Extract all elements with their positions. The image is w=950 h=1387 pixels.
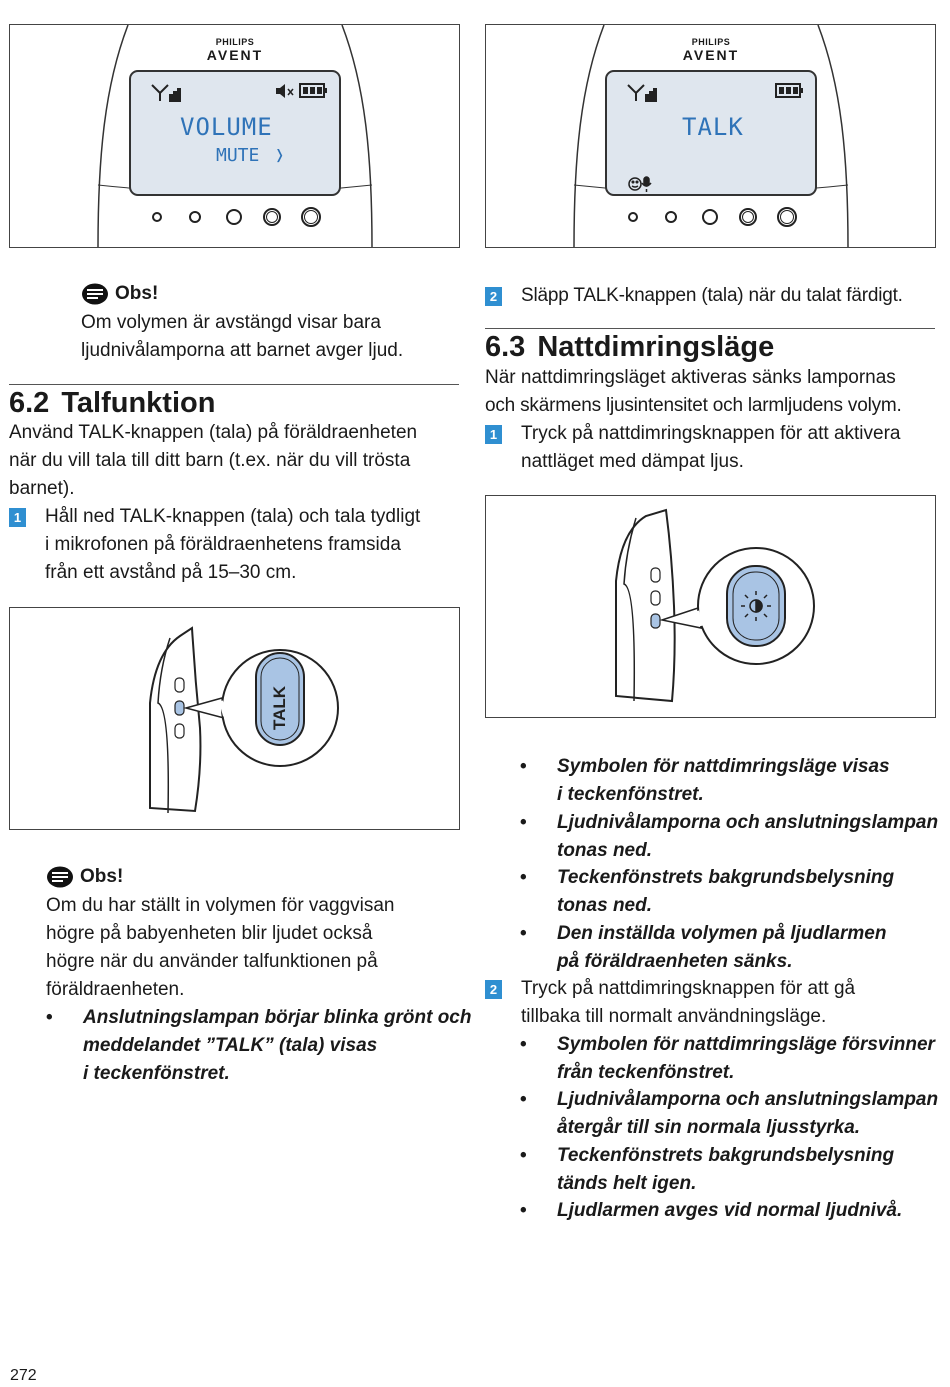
step-text-line: Tryck på nattdimringsknappen för att aktivera xyxy=(521,423,901,444)
step-text-line: i mikrofonen på föräldraenhetens framsida xyxy=(45,534,401,555)
step-number-badge: 1 xyxy=(485,425,502,444)
page-number: 272 xyxy=(10,1367,37,1384)
control-buttons xyxy=(629,208,796,226)
section-intro-line: och skärmens ljusintensitet och larmljudens volym. xyxy=(485,395,902,416)
section-heading-6-2 xyxy=(9,386,215,420)
bullet-text-line: Symbolen för nattdimringsläge försvinner xyxy=(557,1034,935,1055)
bullet-text-line: Ljudnivålamporna och anslutningslampan xyxy=(557,812,939,833)
chevron-right-icon: ❭ xyxy=(274,145,286,166)
step-2-night xyxy=(485,975,940,1031)
step-text-line: nattläget med dämpat ljus. xyxy=(521,451,744,472)
note-text-line: högre när du använder talfunktionen på xyxy=(46,951,378,972)
bullet-item xyxy=(520,1142,940,1198)
bullet-item xyxy=(520,864,940,920)
note-bullet xyxy=(46,1004,472,1088)
note-label: Obs! xyxy=(80,866,124,887)
lcd-line-mute xyxy=(216,145,285,166)
note-text-line: föräldraenheten. xyxy=(46,979,185,1000)
bullet-text-line: Teckenfönstrets bakgrundsbelysning xyxy=(557,1145,895,1166)
section-title: Nattdimringsläge xyxy=(537,331,775,363)
talk-button-figure xyxy=(9,607,460,830)
bullet-text-line: från teckenfönstret. xyxy=(557,1062,735,1083)
bullet-text-line: Ljudnivålamporna och anslutningslampan xyxy=(557,1089,939,1110)
bullet-text-line: på föräldraenheten sänks. xyxy=(557,951,793,972)
bullet-item xyxy=(520,1031,940,1087)
bullet-item xyxy=(520,920,940,976)
bullet-mark: • xyxy=(520,1034,527,1055)
lcd-mute-text: MUTE xyxy=(216,145,260,166)
section-intro-line: när du vill tala till ditt barn (t.ex. när du vill trösta xyxy=(9,450,411,471)
step-text-line: Håll ned TALK-knappen (tala) och tala tydligt xyxy=(45,506,421,527)
bullet-mark: • xyxy=(520,1145,527,1166)
bullet-item xyxy=(520,809,940,865)
bullet-mark: • xyxy=(520,923,527,944)
brand-philips: PHILIPS xyxy=(691,37,731,47)
volume-display-figure xyxy=(9,24,460,248)
note-icon xyxy=(46,866,74,888)
bullet-text-line: tänds helt igen. xyxy=(557,1173,697,1194)
note-2 xyxy=(46,864,472,1084)
control-buttons xyxy=(153,208,320,226)
step-text-line: från ett avstånd på 15–30 cm. xyxy=(45,562,297,583)
section-rule xyxy=(9,384,459,385)
bullet-item xyxy=(520,1197,940,1225)
note-icon xyxy=(81,283,109,305)
bullet-text-line: Den inställda volymen på ljudlarmen xyxy=(557,923,887,944)
bullet-text-line: Symbolen för nattdimringsläge visas xyxy=(557,756,890,777)
bullet-text-line: Anslutningslampan börjar blinka grönt och xyxy=(83,1007,472,1028)
talk-display-figure xyxy=(485,24,936,248)
step-number-badge: 2 xyxy=(485,287,502,306)
section-heading-6-3 xyxy=(485,330,774,364)
step-2-talk xyxy=(485,282,940,310)
lcd-line-talk: TALK xyxy=(682,113,744,141)
bullet-mark: • xyxy=(520,812,527,833)
bullet-item xyxy=(520,753,940,809)
note-text-line: ljudnivålamporna att barnet avger ljud. xyxy=(81,340,404,361)
bullet-text-line: återgår till sin normala ljusstyrka. xyxy=(557,1117,861,1138)
bullet-text-line: Teckenfönstrets bakgrundsbelysning xyxy=(557,867,895,888)
section-intro-line: barnet). xyxy=(9,478,75,499)
bullet-text-line: i teckenfönstret. xyxy=(557,784,704,805)
note-1 xyxy=(81,281,461,369)
bullet-item xyxy=(520,1086,940,1142)
bullet-text-line: Ljudlarmen avges vid normal ljudnivå. xyxy=(557,1200,903,1221)
bullet-mark: • xyxy=(46,1007,53,1028)
step-text-line: Tryck på nattdimringsknappen för att gå xyxy=(521,978,856,999)
section-number: 6.3 xyxy=(485,331,526,363)
section-intro-line: När nattdimringsläget aktiveras sänks lampornas xyxy=(485,367,896,388)
note-text-line: högre på babyenheten blir ljudet också xyxy=(46,923,373,944)
brand-philips: PHILIPS xyxy=(215,37,255,47)
section-number: 6.2 xyxy=(9,387,50,419)
note-text-line: Om volymen är avstängd visar bara xyxy=(81,312,381,333)
note-text-line: Om du har ställt in volymen för vaggvisan xyxy=(46,895,395,916)
bullet-text-line: tonas ned. xyxy=(557,840,653,861)
bullet-text-line: tonas ned. xyxy=(557,895,653,916)
step-text: Släpp TALK-knappen (tala) när du talat färdigt. xyxy=(521,285,903,306)
talk-button-label: TALK xyxy=(270,685,289,731)
bullet-mark: • xyxy=(520,1200,527,1221)
night-button-figure xyxy=(485,495,936,718)
section-rule xyxy=(485,328,935,329)
note-label: Obs! xyxy=(115,283,159,304)
brand-avent: AVENT xyxy=(206,47,264,63)
brand-avent: AVENT xyxy=(682,47,740,63)
bullet-mark: • xyxy=(520,867,527,888)
bullet-mark: • xyxy=(520,756,527,777)
section-title: Talfunktion xyxy=(61,387,216,419)
bullet-mark: • xyxy=(520,1089,527,1110)
step-number-badge: 2 xyxy=(485,980,502,999)
step-text-line: tillbaka till normalt användningsläge. xyxy=(521,1006,827,1027)
section-intro-line: Använd TALK-knappen (tala) på föräldraenheten xyxy=(9,422,418,443)
step-1-night xyxy=(485,420,940,476)
bullet-text-line: meddelandet ”TALK” (tala) visas xyxy=(83,1035,378,1056)
step-number-badge: 1 xyxy=(9,508,26,527)
bullet-text-line: i teckenfönstret. xyxy=(83,1063,230,1084)
lcd-line-volume: VOLUME xyxy=(180,113,273,141)
step-1-talk xyxy=(9,503,459,587)
